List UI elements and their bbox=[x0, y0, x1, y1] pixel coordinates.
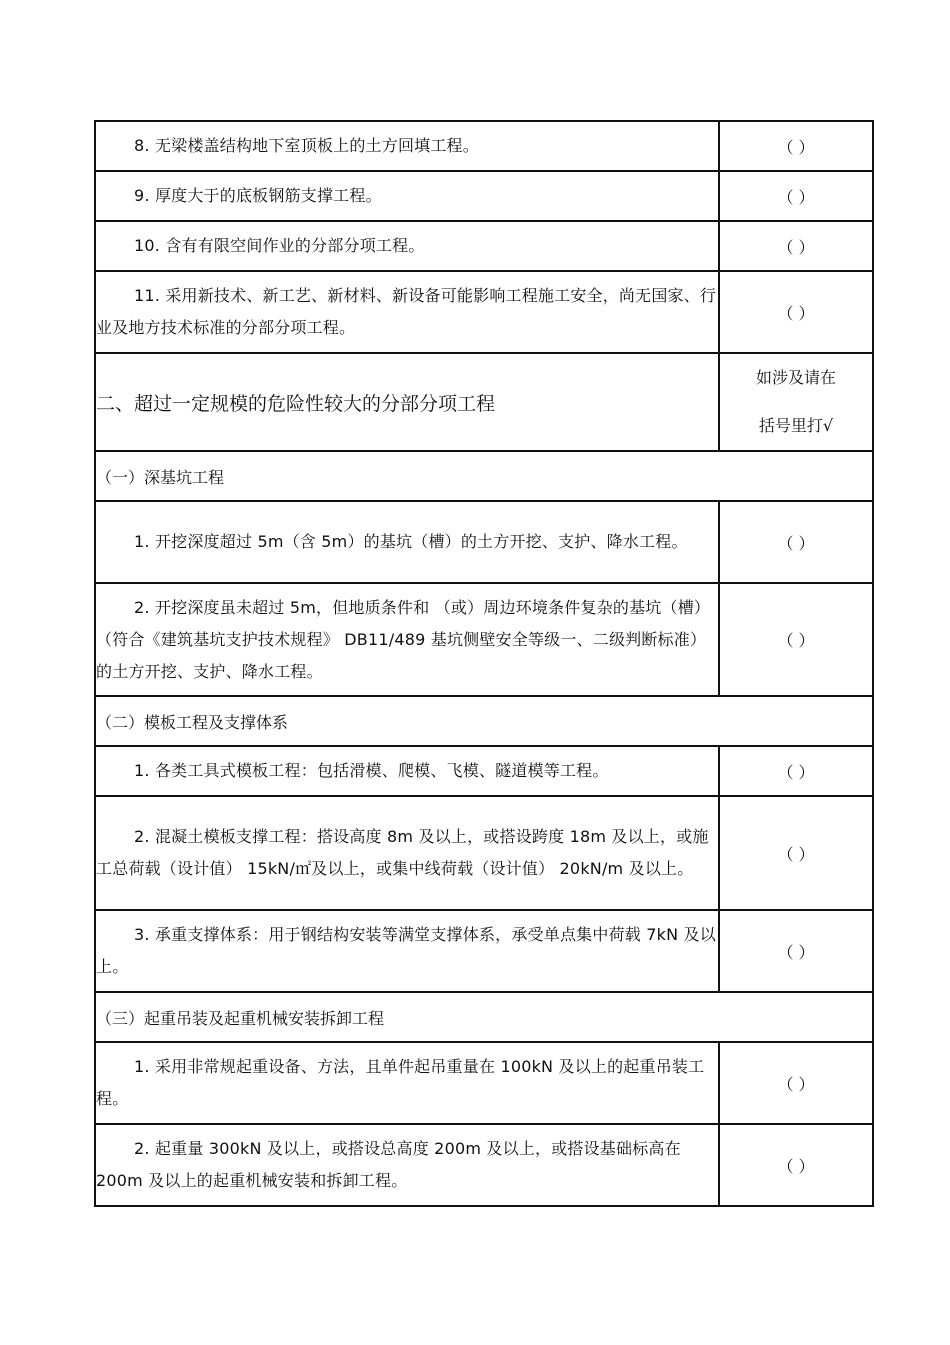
table-row bbox=[95, 583, 873, 696]
check-cell[interactable] bbox=[719, 121, 873, 171]
check-parentheses[interactable]: （ ） bbox=[777, 942, 815, 962]
table-row bbox=[95, 221, 873, 271]
item-text: 9. 厚度大于的底板钢筋支撑工程。 bbox=[134, 186, 382, 205]
item-text: 1. 开挖深度超过 5m（含 5m）的基坑（槽）的土方开挖、支护、降水工程。 bbox=[134, 532, 688, 551]
item-text: 8. 无梁楼盖结构地下室顶板上的土方回填工程。 bbox=[134, 136, 479, 155]
item-cell bbox=[95, 1042, 719, 1124]
item-text: 1. 采用非常规起重设备、方法，且单件起吊重量在 100kN 及以上的起重吊装工程。 bbox=[96, 1057, 705, 1108]
table-row bbox=[95, 501, 873, 583]
instruction-line-1: 如涉及请在 bbox=[755, 368, 836, 387]
instruction-cell bbox=[719, 353, 873, 451]
check-cell[interactable] bbox=[719, 746, 873, 796]
check-parentheses[interactable]: （ ） bbox=[777, 1156, 815, 1176]
table-row bbox=[95, 171, 873, 221]
item-cell bbox=[95, 501, 719, 583]
group-header-row bbox=[95, 451, 873, 501]
check-parentheses[interactable]: （ ） bbox=[777, 762, 815, 782]
item-text: 10. 含有有限空间作业的分部分项工程。 bbox=[134, 236, 425, 255]
instruction-line-2: 括号里打√ bbox=[758, 416, 834, 435]
group-header-row bbox=[95, 696, 873, 746]
check-parentheses[interactable]: （ ） bbox=[777, 533, 815, 553]
table-row bbox=[95, 746, 873, 796]
check-cell[interactable] bbox=[719, 1124, 873, 1206]
item-text: 3. 承重支撑体系：用于钢结构安装等满堂支撑体系，承受单点集中荷载 7kN 及以上。 bbox=[96, 925, 716, 976]
item-text: 1. 各类工具式模板工程：包括滑模、爬模、飞模、隧道模等工程。 bbox=[134, 761, 609, 780]
check-parentheses[interactable]: （ ） bbox=[777, 631, 815, 650]
check-parentheses[interactable]: （ ） bbox=[777, 844, 815, 864]
item-cell bbox=[95, 1124, 719, 1206]
item-cell bbox=[95, 171, 719, 221]
check-cell[interactable] bbox=[719, 1042, 873, 1124]
item-cell bbox=[95, 910, 719, 992]
check-cell[interactable] bbox=[719, 501, 873, 583]
table-row bbox=[95, 1042, 873, 1124]
item-cell bbox=[95, 746, 719, 796]
check-cell[interactable] bbox=[719, 796, 873, 910]
item-cell bbox=[95, 583, 719, 696]
table-row bbox=[95, 271, 873, 353]
item-cell bbox=[95, 221, 719, 271]
check-parentheses[interactable]: （ ） bbox=[777, 137, 815, 157]
section-header-row bbox=[95, 353, 873, 451]
group-title: （一）深基坑工程 bbox=[95, 451, 873, 501]
check-cell[interactable] bbox=[719, 583, 873, 696]
item-text: 2. 开挖深度虽未超过 5m，但地质条件和 （或）周边环境条件复杂的基坑（槽）（符合《建筑基坑支护技术规程》 DB11/489 基坑侧壁安全等级一、二级判断标准）的土方开挖、支护、降水工程。 bbox=[96, 597, 711, 681]
table-row bbox=[95, 796, 873, 910]
item-cell bbox=[95, 271, 719, 353]
item-text: 2. 混凝土模板支撑工程：搭设高度 8m 及以上，或搭设跨度 18m 及以上，或施工总荷载（设计值） 15kN/㎡及以上，或集中线荷载（设计值） 20kN/m 及以上。 bbox=[96, 827, 709, 878]
check-cell[interactable] bbox=[719, 271, 873, 353]
check-parentheses[interactable]: （ ） bbox=[777, 1074, 815, 1094]
check-cell[interactable] bbox=[719, 221, 873, 271]
item-text: 11. 采用新技术、新工艺、新材料、新设备可能影响工程施工安全，尚无国家、行业及地方技术标准的分部分项工程。 bbox=[96, 286, 717, 337]
table-row bbox=[95, 121, 873, 171]
item-cell bbox=[95, 121, 719, 171]
check-cell[interactable] bbox=[719, 910, 873, 992]
check-cell[interactable] bbox=[719, 171, 873, 221]
hazard-checklist-table bbox=[94, 120, 874, 1207]
check-parentheses[interactable]: （ ） bbox=[777, 187, 815, 207]
check-parentheses[interactable]: （ ） bbox=[777, 303, 815, 323]
group-header-row bbox=[95, 992, 873, 1042]
group-title: （三）起重吊装及起重机械安装拆卸工程 bbox=[95, 992, 873, 1042]
table-row bbox=[95, 910, 873, 992]
item-text: 2. 起重量 300kN 及以上，或搭设总高度 200m 及以上，或搭设基础标高在 200m 及以上的起重机械安装和拆卸工程。 bbox=[96, 1139, 681, 1190]
check-parentheses[interactable]: （ ） bbox=[777, 237, 815, 257]
group-title: （二）模板工程及支撑体系 bbox=[95, 696, 873, 746]
section-title: 二、超过一定规模的危险性较大的分部分项工程 bbox=[95, 353, 719, 451]
table-row bbox=[95, 1124, 873, 1206]
item-cell bbox=[95, 796, 719, 910]
